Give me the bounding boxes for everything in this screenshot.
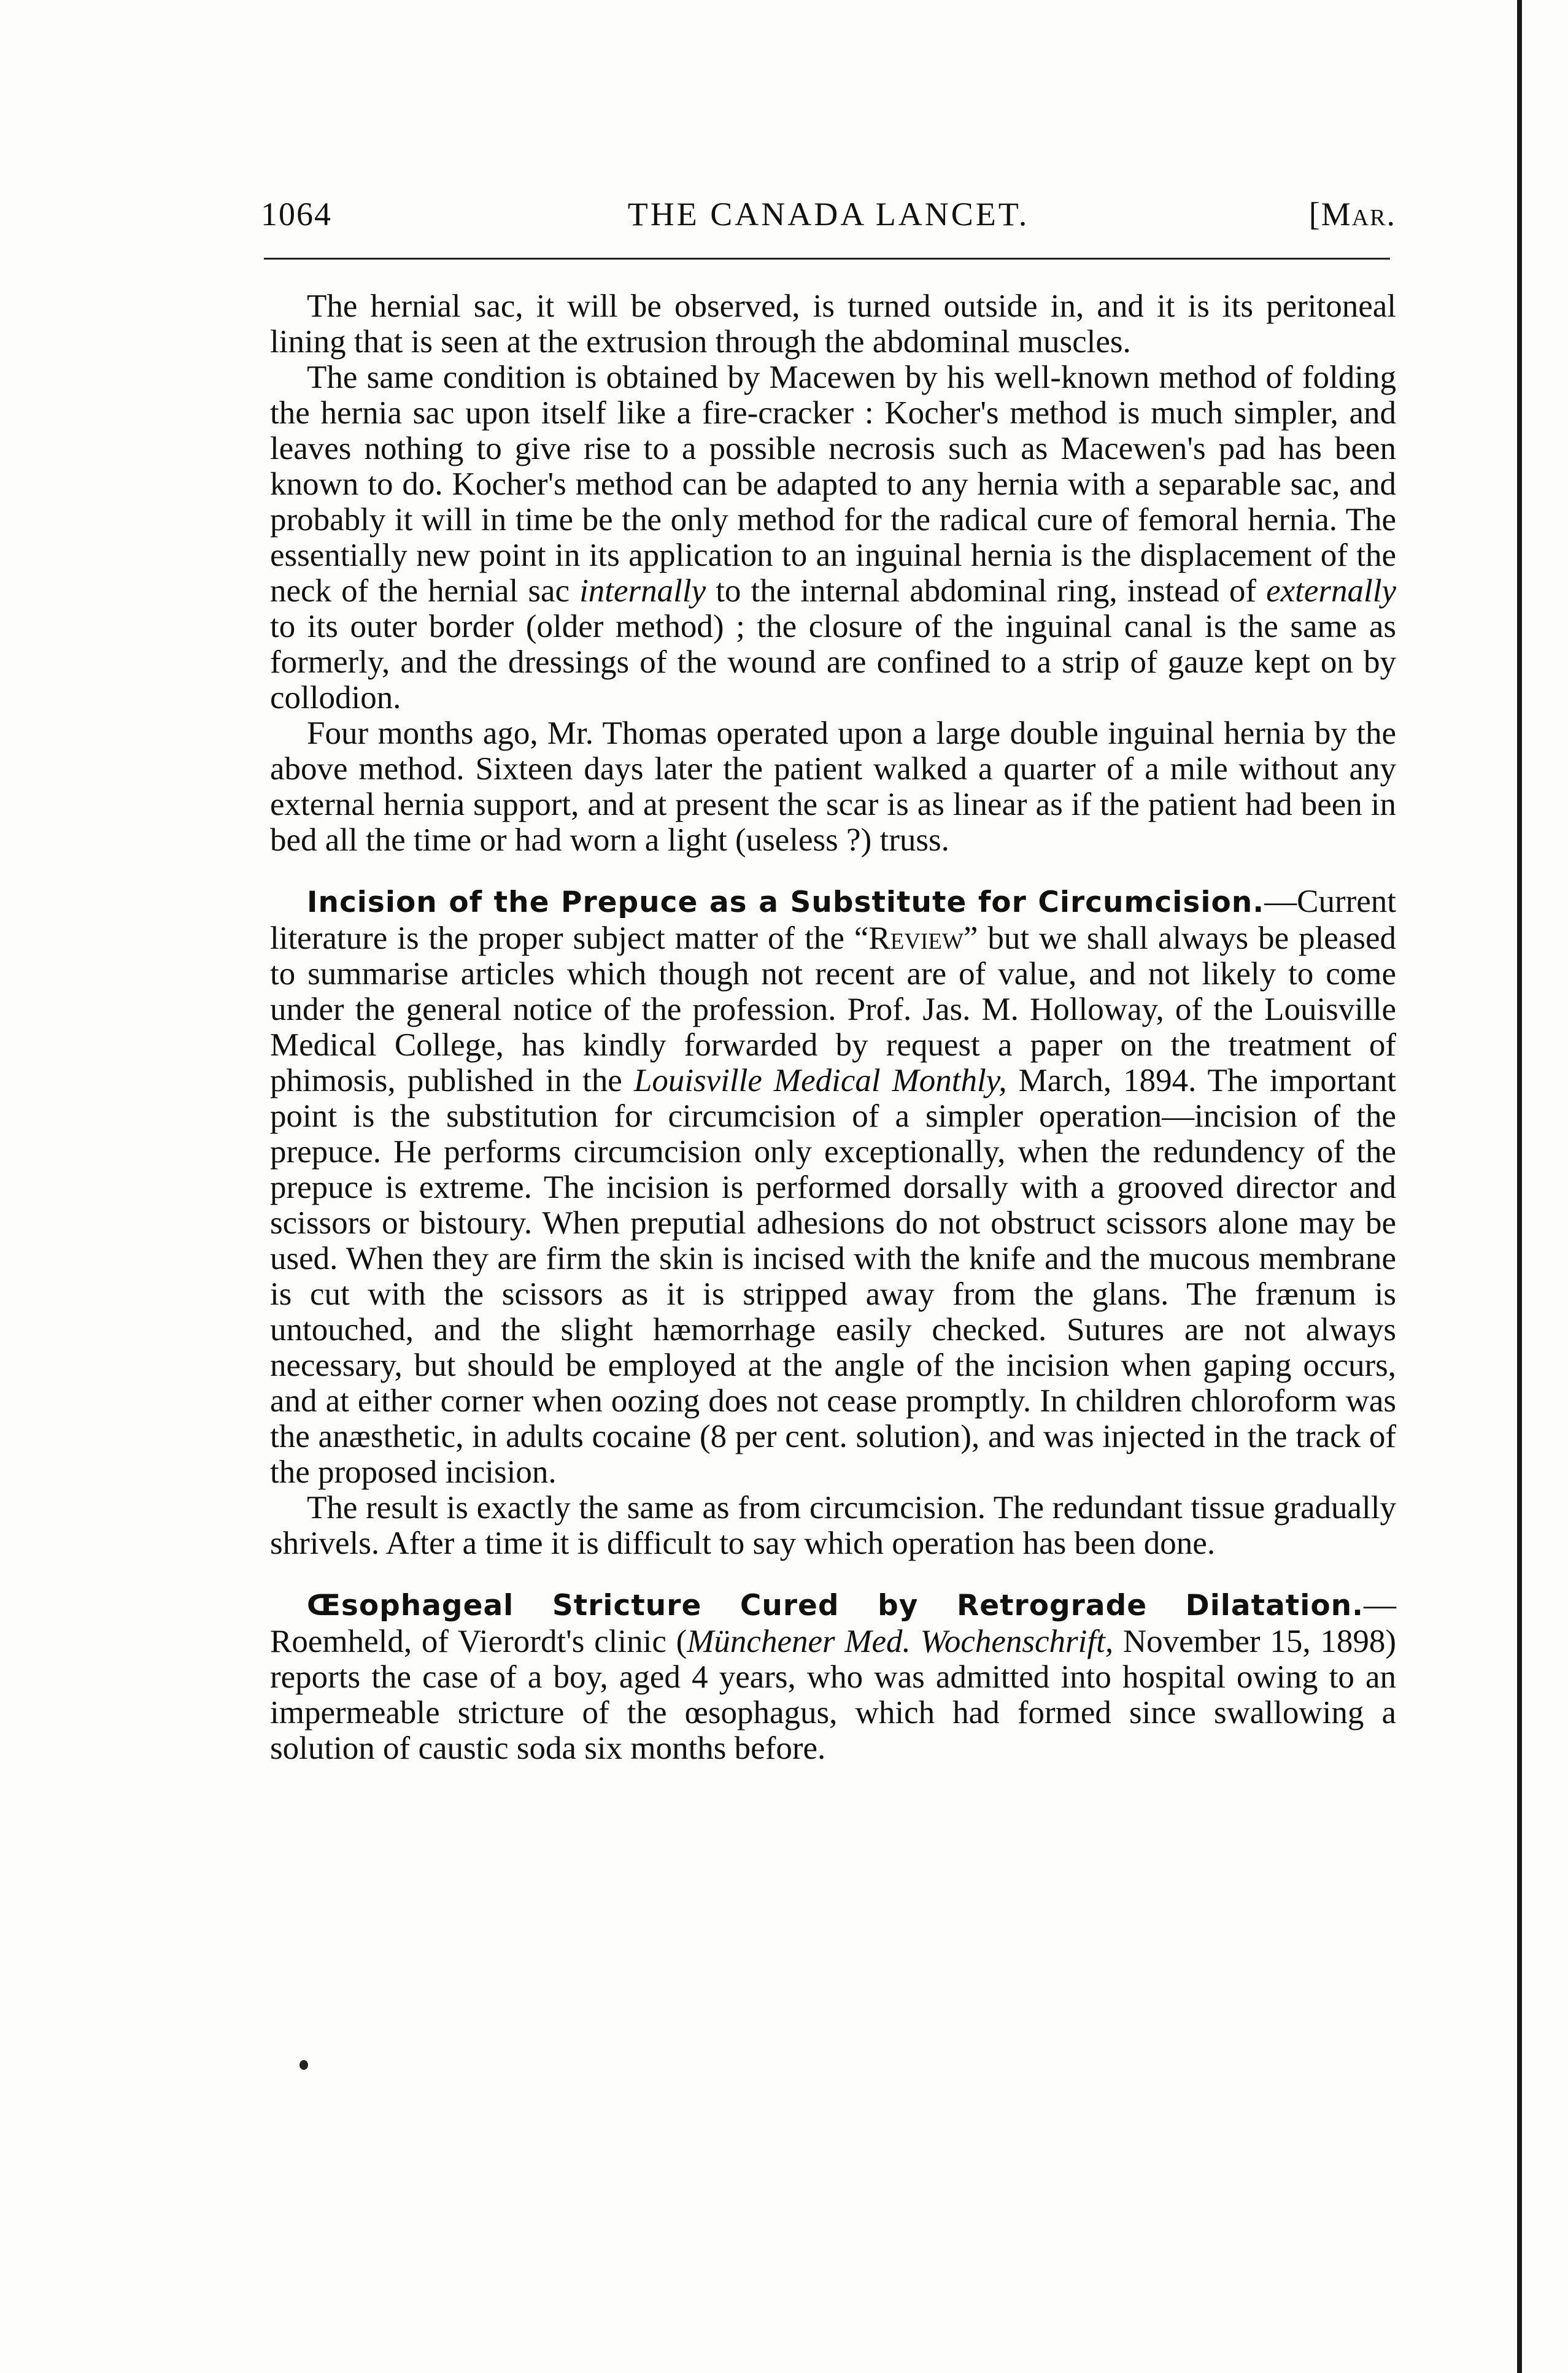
ink-speck [299, 2060, 308, 2070]
page-number: 1064 [261, 196, 332, 233]
paragraph-text: November 15, 1898) reports the case of a boy, aged 4 years, who was admitted into hospital owing to an impermeable stricture of the œsophagus, which had formed since swallowing a solution of caustic soda six months before. [270, 1624, 1396, 1766]
paragraph-text: —Current literature is the proper subject matter of the “ [270, 884, 1396, 956]
paragraph-text: ” but we shall always be pleased to summarise articles which though not recent are of value, and not likely to come under the general notice of the profession. Prof. Jas. M. Holloway, of the Louisville Medical College, has kindly forwarded by request a paper on the treatment of phimosis, published in the [270, 920, 1396, 1098]
paragraph-hernial-sac [270, 288, 1396, 360]
paragraph-text: The hernial sac, it will be observed, is turned outside in, and it is its peritoneal lining that is seen at the extrusion through the abdominal muscles. [270, 288, 1396, 360]
journal-title: Louisville Medical Monthly, [633, 1063, 1007, 1098]
page-header [261, 195, 1396, 244]
paragraph-text: —Roemheld, of Vierordt's clinic ( [270, 1587, 1396, 1659]
running-head: THE CANADA LANCET. [627, 196, 1030, 233]
paragraph-text: to its outer border (older method) ; the closure of the inguinal canal is the same as formerly, and the dressings of the wound are confined to a strip of gauze kept on by collodion. [270, 609, 1396, 716]
paragraph-text: March, 1894. The important point is the substitution for circumcision of a simpler operation—incision of the prepuce. He performs circumcision only exceptionally, when the redundency of the prepuce is extreme. The incision is performed dorsally with a grooved director and scissors or bistoury. When preputial adhesions do not obstruct scissors alone may be used. When they are firm the skin is incised with the knife and the mucous membrane is cut with the scissors as it is stripped away from the glans. The frænum is untouched, and the slight hæmorrhage easily checked. Sutures are not always necessary, but should be employed at the angle of the incision when gaping occurs, and at either corner when oozing does not cease promptly. In children chloroform was the anæsthetic, in adults cocaine (8 per cent. solution), and was injected in the track of the proposed incision. [270, 1063, 1396, 1490]
section-oesophageal-stricture [270, 1587, 1396, 1766]
page-edge-rule [1517, 0, 1522, 2373]
paragraph-text: The same condition is obtained by Macewen by his well-known method of folding the hernia sac upon itself like a fire-cracker : Kocher's method is much simpler, and leaves nothing to give rise to a possible necrosis such as Macewen's pad has been known to do. Kocher's method can be adapted to any hernia with a separable sac, and probably it will in time be the only method for the radical cure of femoral hernia. The essentially new point in its application to an inguinal hernia is the displacement of the neck of the hernial sac [270, 360, 1396, 609]
review-title: Review [868, 920, 964, 956]
journal-title: Münchener Med. Wochenschrift, [687, 1624, 1114, 1659]
emphasis-internally: internally [579, 573, 706, 609]
paragraph-text: The result is exactly the same as from circumcision. The redundant tissue gradually shrivels. After a time it is difficult to say which operation has been done. [270, 1490, 1396, 1561]
section-incision-prepuce [270, 884, 1396, 1490]
section-heading: Incision of the Prepuce as a Substitute for Circumcision. [307, 886, 1265, 919]
header-rule [264, 258, 1390, 260]
section-heading: Œsophageal Stricture Cured by Retrograde Dilatation. [307, 1589, 1364, 1623]
paragraph-thomas-case [270, 716, 1396, 858]
paragraph-result [270, 1490, 1396, 1561]
article-body [270, 288, 1396, 1766]
paragraph-text: to the internal abdominal ring, instead of [706, 573, 1267, 609]
emphasis-externally: externally [1266, 573, 1396, 609]
paragraph-text: Four months ago, Mr. Thomas operated upon a large double inguinal hernia by the above method. Sixteen days later the patient walked a quarter of a mile without any external hernia support, and at present the scar is as linear as if the patient had been in bed all the time or had worn a light (useless ?) truss. [270, 716, 1396, 858]
paragraph-kocher-method [270, 360, 1396, 716]
header-month: [Mar. [1308, 196, 1396, 233]
